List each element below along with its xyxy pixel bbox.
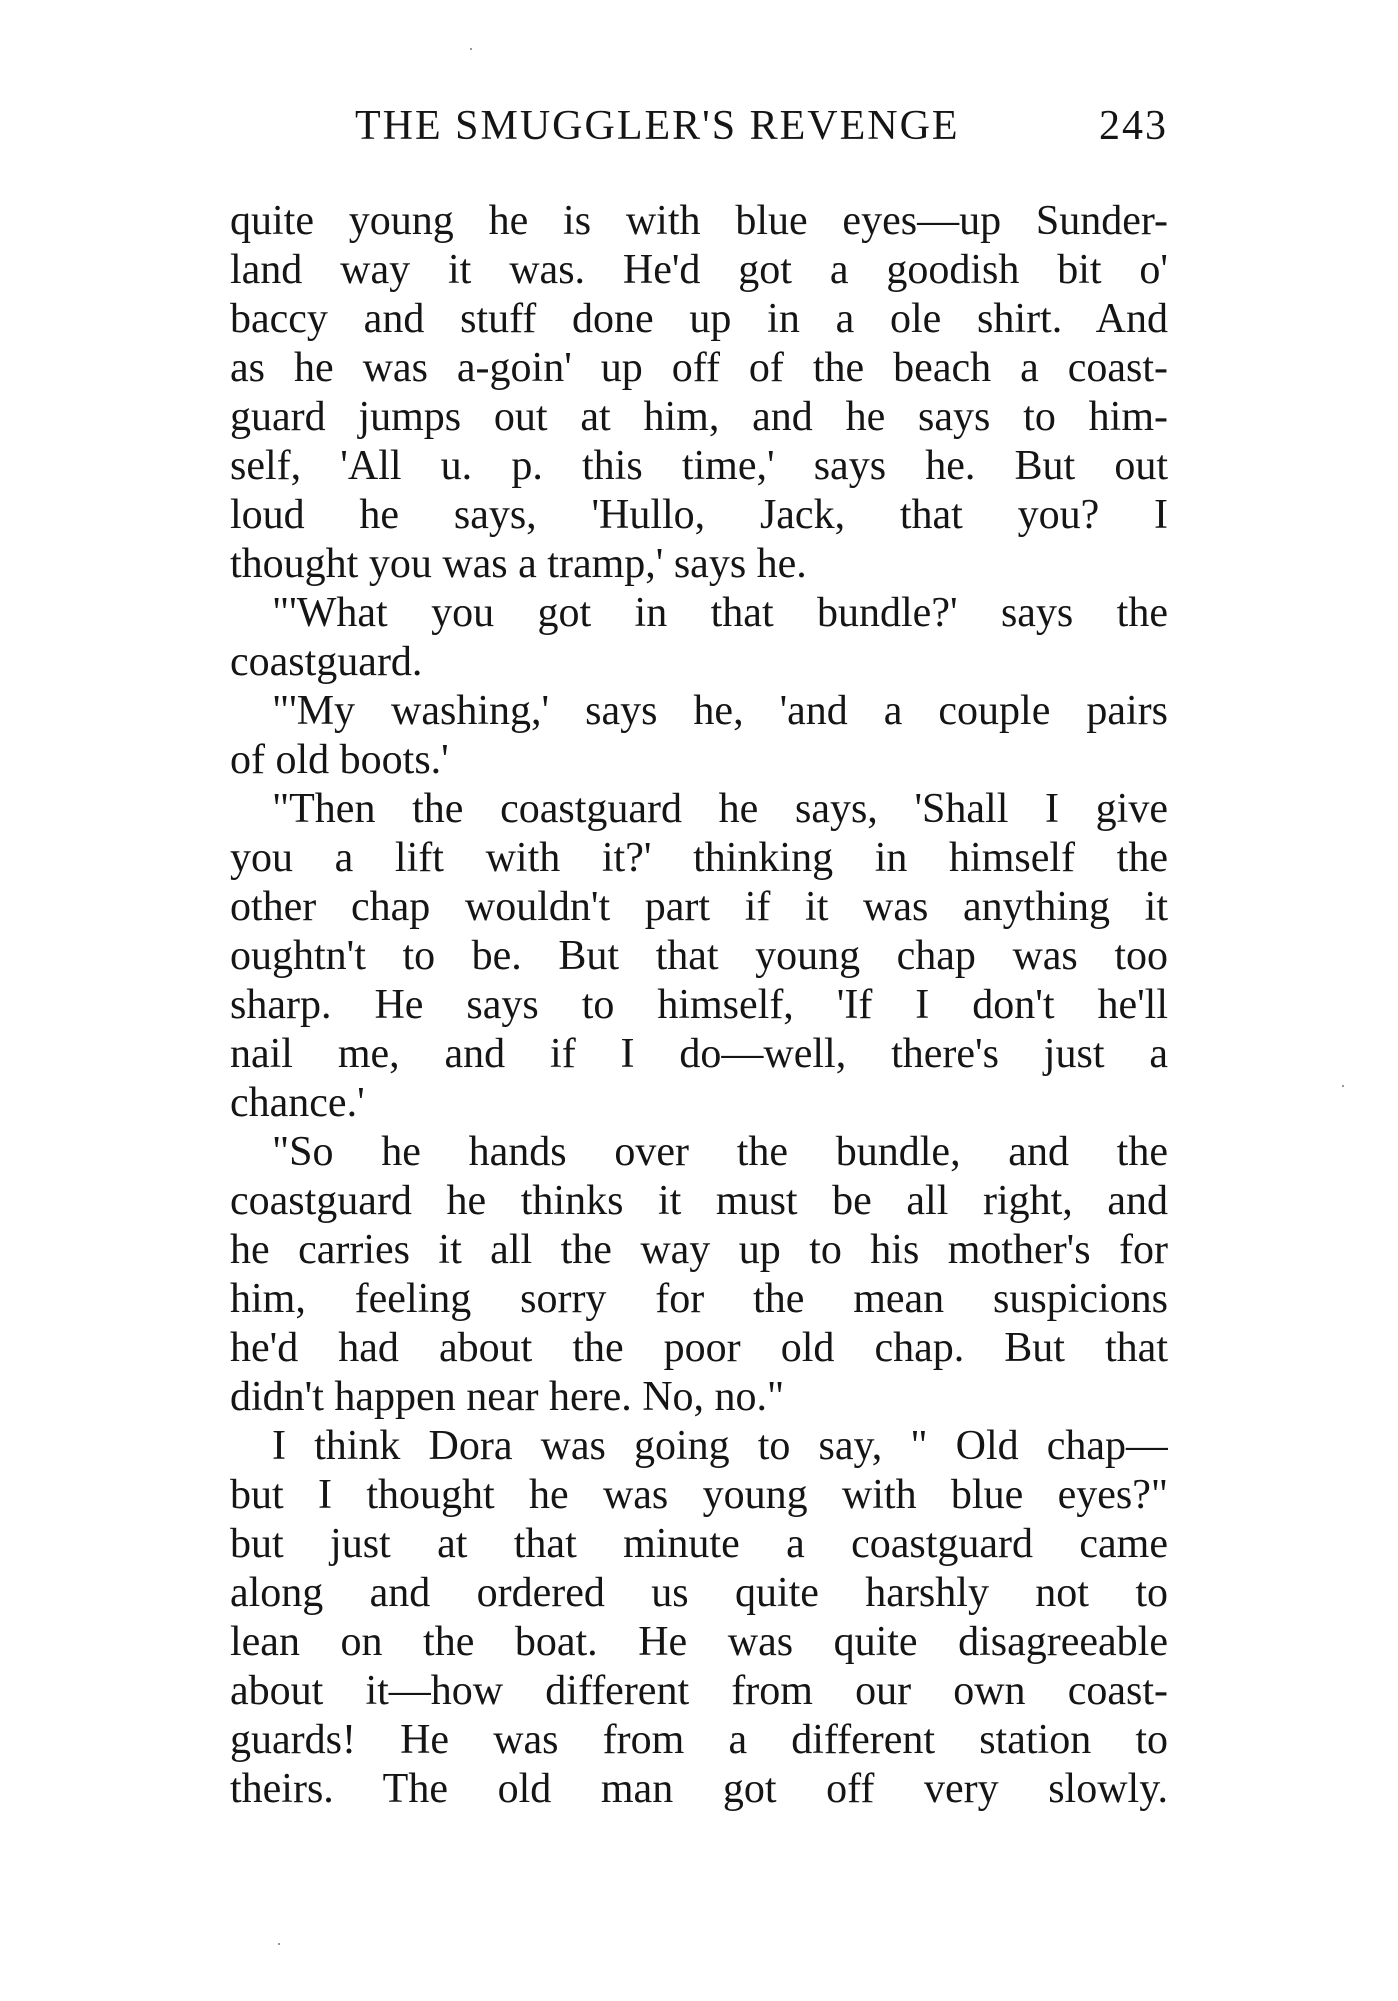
text-line: land way it was. He'd got a goodish bit o' <box>230 247 1168 293</box>
text-line: coastguard he thinks it must be all right, and <box>230 1178 1168 1224</box>
page-number: 243 <box>1099 103 1168 149</box>
paper-speck <box>1342 1085 1344 1087</box>
running-head <box>355 102 1168 158</box>
text-line: he carries it all the way up to his mother's for <box>230 1227 1168 1273</box>
text-line: baccy and stuff done up in a ole shirt. And <box>230 296 1168 342</box>
text-line: "'What you got in that bundle?' says the <box>272 590 1168 636</box>
text-line: quite young he is with blue eyes—up Sunder- <box>230 198 1168 244</box>
text-line: of old boots.' <box>230 737 449 783</box>
text-line: lean on the boat. He was quite disagreeable <box>230 1619 1168 1665</box>
text-line: "So he hands over the bundle, and the <box>272 1129 1168 1175</box>
text-line: I think Dora was going to say, " Old chap— <box>272 1423 1168 1469</box>
text-line: "'My washing,' says he, 'and a couple pairs <box>272 688 1168 734</box>
text-line: oughtn't to be. But that young chap was too <box>230 933 1168 979</box>
text-line: "Then the coastguard he says, 'Shall I give <box>272 786 1168 832</box>
text-line: he'd had about the poor old chap. But that <box>230 1325 1168 1371</box>
text-line: nail me, and if I do—well, there's just a <box>230 1031 1168 1077</box>
text-line: thought you was a tramp,' says he. <box>230 541 807 587</box>
body-text <box>230 197 1168 1814</box>
text-line: him, feeling sorry for the mean suspicions <box>230 1276 1168 1322</box>
text-line: chance.' <box>230 1080 365 1126</box>
text-line: but I thought he was young with blue eyes?" <box>230 1472 1168 1518</box>
text-line: coastguard. <box>230 639 423 685</box>
text-line: theirs. The old man got off very slowly. <box>230 1766 1168 1812</box>
text-line: guard jumps out at him, and he says to him- <box>230 394 1168 440</box>
paper-speck <box>470 48 472 50</box>
text-line: about it—how different from our own coast- <box>230 1668 1168 1714</box>
text-line: but just at that minute a coastguard came <box>230 1521 1168 1567</box>
running-title: THE SMUGGLER'S REVENGE <box>355 103 960 149</box>
text-line: as he was a-goin' up off of the beach a coast- <box>230 345 1168 391</box>
text-line: you a lift with it?' thinking in himself the <box>230 835 1168 881</box>
paper-speck <box>278 1943 280 1945</box>
text-line: other chap wouldn't part if it was anything it <box>230 884 1168 930</box>
text-line: self, 'All u. p. this time,' says he. But out <box>230 443 1168 489</box>
text-line: guards! He was from a different station to <box>230 1717 1168 1763</box>
text-line: sharp. He says to himself, 'If I don't he'll <box>230 982 1168 1028</box>
text-line: along and ordered us quite harshly not to <box>230 1570 1168 1616</box>
text-line: didn't happen near here. No, no." <box>230 1374 785 1420</box>
text-line: loud he says, 'Hullo, Jack, that you? I <box>230 492 1168 538</box>
